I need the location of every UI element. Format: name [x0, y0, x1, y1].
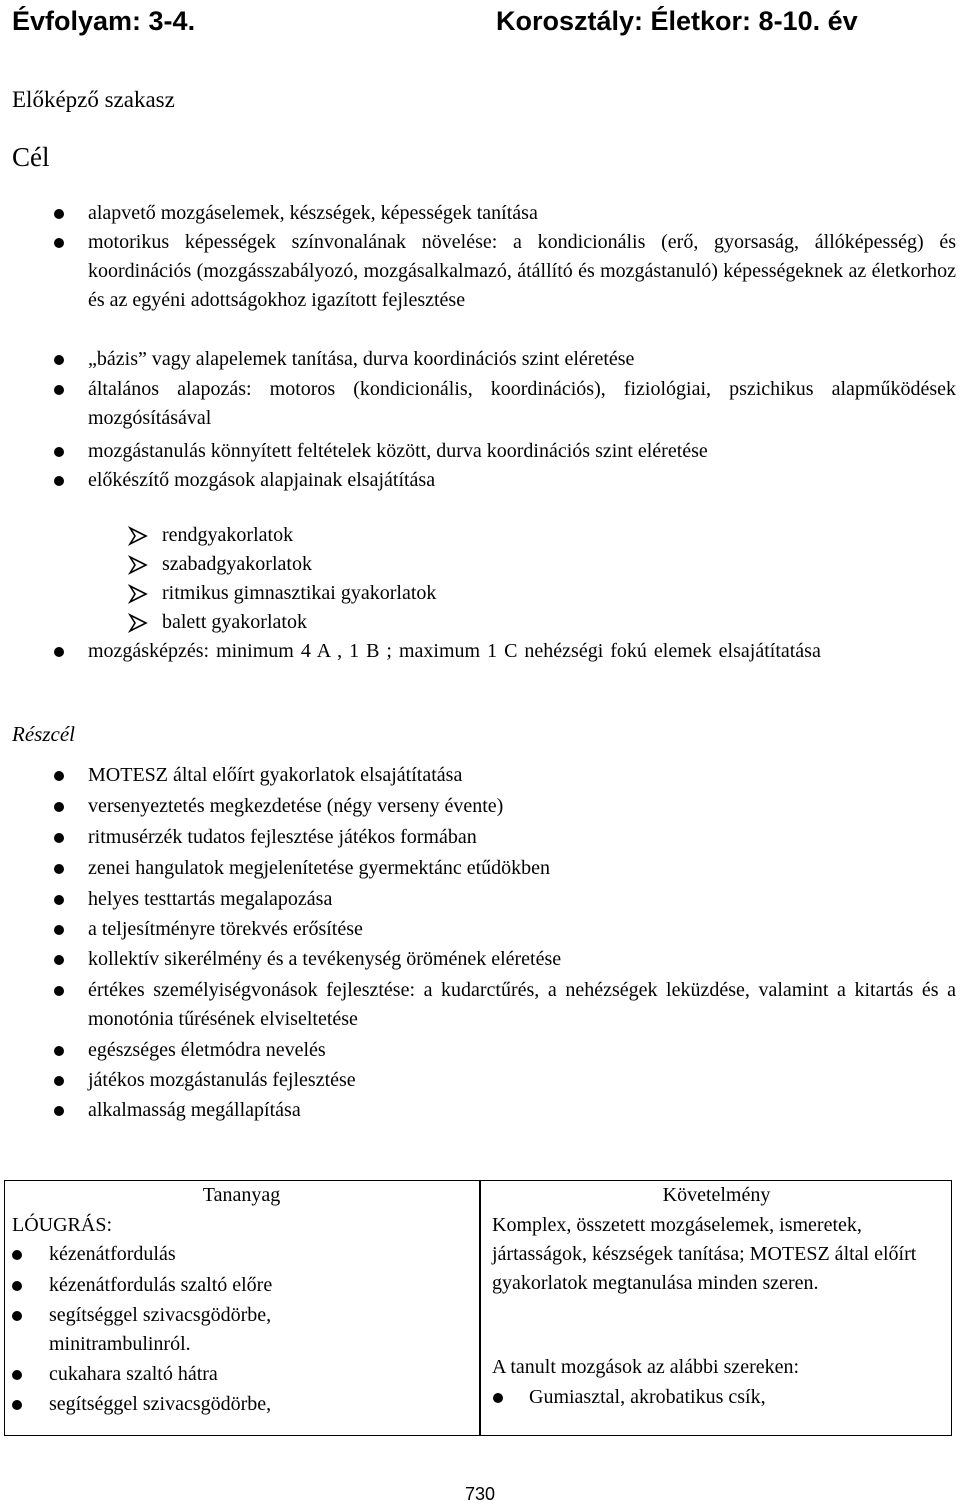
goal-item: általános alapozás: motoros (kondicionális, koordinációs), fiziológiai, pszichikus alapműködések mozgósításával [88, 378, 956, 429]
arrow-bullet-icon [128, 526, 148, 546]
subgoal-item: egészséges életmódra nevelés [88, 1039, 326, 1061]
goal-item: „bázis” vagy alapelemek tanítása, durva koordinációs szint eléretése [88, 348, 635, 370]
table-header-curriculum: Tananyag [202, 1184, 281, 1206]
page-number: 730 [464, 1484, 496, 1504]
table-header-requirement: Követelmény [662, 1184, 771, 1206]
goal-item: motorikus képességek színvonalának növelése: a kondicionális (erő, gyorsaság, állóképesség) és koordinációs (mozgásszabályozó, mozgásalkalmazó, átállító és mozgástanuló) képességeknek az életkorhoz és az egyéni adottságokhoz igazított fejlesztése [88, 231, 956, 311]
subgoal-item: MOTESZ által előírt gyakorlatok elsajátítatása [88, 764, 463, 786]
bullet-icon [12, 1400, 22, 1410]
bullet-icon [54, 385, 64, 395]
subitem: ritmikus gimnasztikai gyakorlatok [162, 582, 437, 604]
bullet-icon [54, 771, 64, 781]
bullet-icon [54, 986, 64, 996]
vault-heading: LÓUGRÁS: [12, 1214, 113, 1236]
bullet-icon [12, 1311, 22, 1321]
curriculum-item: segítséggel szivacsgödörbe, [49, 1393, 272, 1415]
bullet-icon [54, 1106, 64, 1116]
subitem: balett gyakorlatok [162, 611, 307, 633]
goal-heading: Cél [12, 142, 50, 172]
arrow-bullet-icon [128, 555, 148, 575]
bullet-icon [12, 1370, 22, 1380]
section-title: Előképző szakasz [12, 87, 175, 112]
requirement-apparatus-intro: A tanult mozgások az alábbi szereken: [492, 1356, 800, 1378]
subgoal-item: játékos mozgástanulás fejlesztése [88, 1069, 356, 1091]
bullet-icon [54, 238, 64, 248]
bullet-icon [54, 1076, 64, 1086]
requirement-item: Gumiasztal, akrobatikus csík, [529, 1386, 766, 1408]
arrow-bullet-icon [128, 613, 148, 633]
subgoal-item: zenei hangulatok megjelenítetése gyermektánc etűdökben [88, 857, 551, 879]
subgoal-item: kollektív sikerélmény és a tevékenység örömének eléretése [88, 948, 562, 970]
curriculum-item: segítséggel szivacsgödörbe, minitrambulinról. [49, 1304, 272, 1355]
bullet-icon [12, 1250, 22, 1260]
bullet-icon [54, 1046, 64, 1056]
goal-item: előkészítő mozgások alapjainak elsajátítása [88, 469, 436, 491]
bullet-icon [54, 209, 64, 219]
bullet-icon [54, 925, 64, 935]
age-group-label: Korosztály: Életkor: 8-10. év [496, 6, 858, 36]
grade-label: Évfolyam: 3-4. [12, 6, 196, 36]
bullet-icon [54, 833, 64, 843]
subgoal-heading: Részcél [12, 722, 75, 746]
requirement-paragraph: Komplex, összetett mozgáselemek, ismeretek, jártasságok, készségek tanítása; MOTESZ által előírt gyakorlatok megtanulása minden szeren. [492, 1214, 917, 1294]
subgoal-item: versenyeztetés megkezdetése (négy verseny évente) [88, 795, 504, 817]
bullet-icon [54, 647, 64, 657]
goal-item: mozgástanulás könnyített feltételek között, durva koordinációs szint eléretése [88, 440, 708, 462]
arrow-bullet-icon [128, 584, 148, 604]
subitem: rendgyakorlatok [162, 524, 294, 546]
curriculum-item: kézenátfordulás [49, 1243, 176, 1265]
subitem: szabadgyakorlatok [162, 553, 312, 575]
subgoal-item: értékes személyiségvonások fejlesztése: a kudarctűrés, a nehézségek leküzdése, valamint a kitartás és a monotónia tűrésének elviseltetése [88, 979, 956, 1030]
subgoal-item: alkalmasság megállapítása [88, 1099, 301, 1121]
bullet-icon [54, 802, 64, 812]
bullet-icon [54, 864, 64, 874]
subgoal-item: helyes testtartás megalapozása [88, 888, 333, 910]
goal-item: alapvető mozgáselemek, készségek, képességek tanítása [88, 202, 538, 224]
bullet-icon [54, 447, 64, 457]
bullet-icon [12, 1281, 22, 1291]
curriculum-item: cukahara szaltó hátra [49, 1363, 218, 1385]
bullet-icon [54, 355, 64, 365]
curriculum-item: kézenátfordulás szaltó előre [49, 1274, 273, 1296]
table-column-divider [479, 1180, 481, 1436]
bullet-icon [54, 955, 64, 965]
subgoal-item: a teljesítményre törekvés erősítése [88, 918, 363, 940]
goal-item: mozgásképzés: minimum 4 A , 1 B ; maximum 1 C nehézségi fokú elemek elsajátítatása [88, 640, 821, 662]
bullet-icon [54, 895, 64, 905]
bullet-icon [493, 1393, 503, 1403]
bullet-icon [54, 476, 64, 486]
subgoal-item: ritmusérzék tudatos fejlesztése játékos formában [88, 826, 477, 848]
